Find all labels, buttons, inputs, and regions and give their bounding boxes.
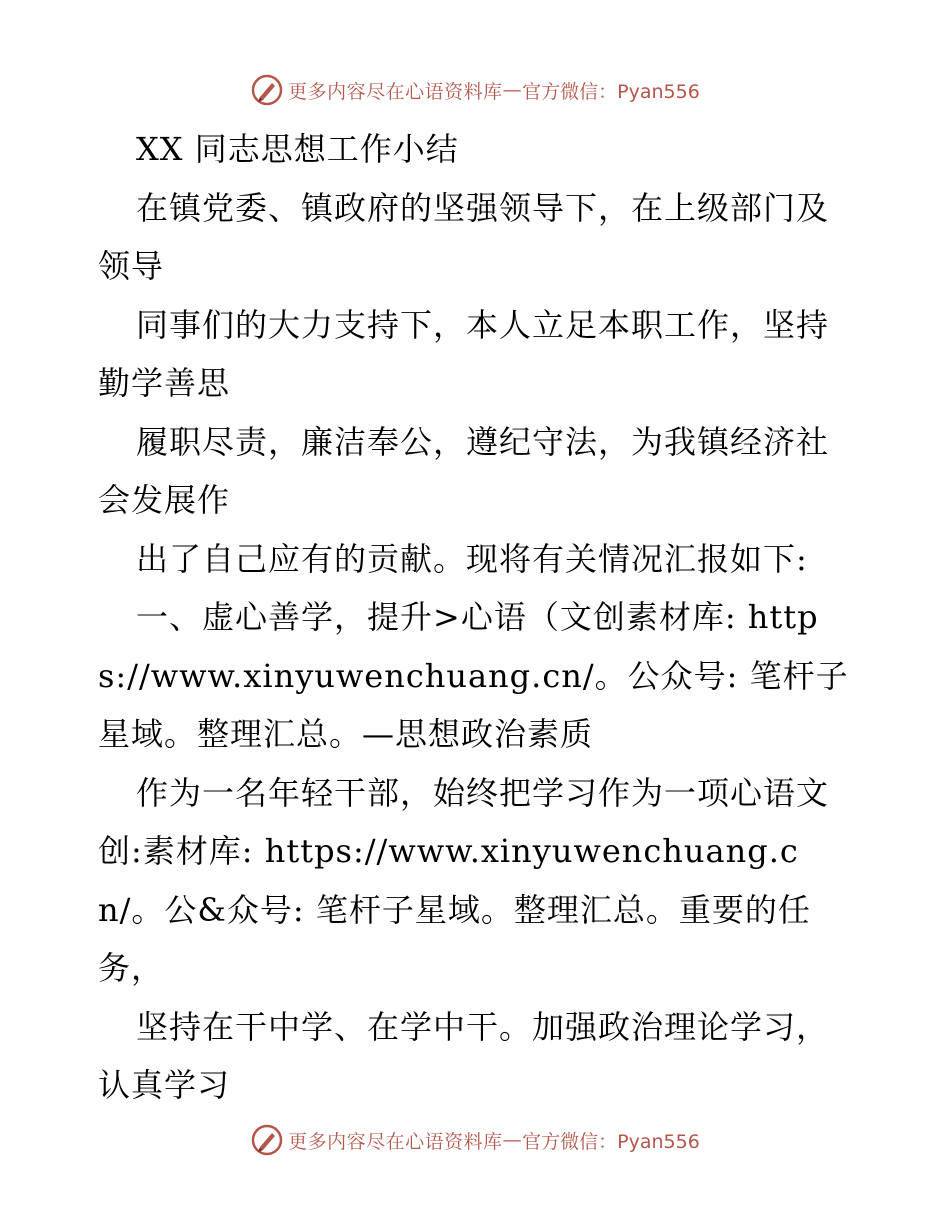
header-dash: — (502, 79, 523, 101)
paragraph-3: 履职尽责，廉洁奉公，遵纪守法，为我镇经济社会发展作 (98, 422, 830, 519)
header-banner (0, 70, 950, 110)
footer-wechat-text: 官方微信：Pyan556 (522, 1130, 700, 1153)
header-wechat-text: 官方微信：Pyan556 (522, 80, 700, 103)
paragraph-2: 同事们的大力支持下，本人立足本职工作，坚持勤学善思 (98, 305, 830, 402)
pen-logo-icon (250, 73, 284, 107)
document-body (98, 120, 858, 1115)
pen-logo-icon (250, 1123, 284, 1157)
footer-banner (0, 1120, 950, 1160)
footer-brand-text: 更多内容尽在心语资料库 (288, 1130, 503, 1153)
document-title: XX 同志思想工作小结 (136, 130, 459, 168)
paragraph-4: 出了自己应有的贡献。现将有关情况汇报如下: (136, 539, 808, 578)
footer-dash: — (502, 1129, 523, 1151)
paragraph-7: 坚持在干中学、在学中干。加强政治理论学习，认真学习 (98, 1007, 830, 1104)
header-brand-text: 更多内容尽在心语资料库 (288, 80, 503, 103)
paragraph-5: 一、虚心善学，提升>心语（文创素材库: https://www.xinyuwenchuang.cn/。公众号: 笔杆子星域。整理汇总。—思想政治素质 (98, 598, 849, 753)
paragraph-6: 作为一名年轻干部，始终把学习作为一项心语文创:素材库: https://www.xinyuwenchuang.cn/。公&众号: 笔杆子星域。整理汇总。重要的任务， (98, 773, 830, 987)
paragraph-1: 在镇党委、镇政府的坚强领导下，在上级部门及领导 (98, 188, 830, 285)
